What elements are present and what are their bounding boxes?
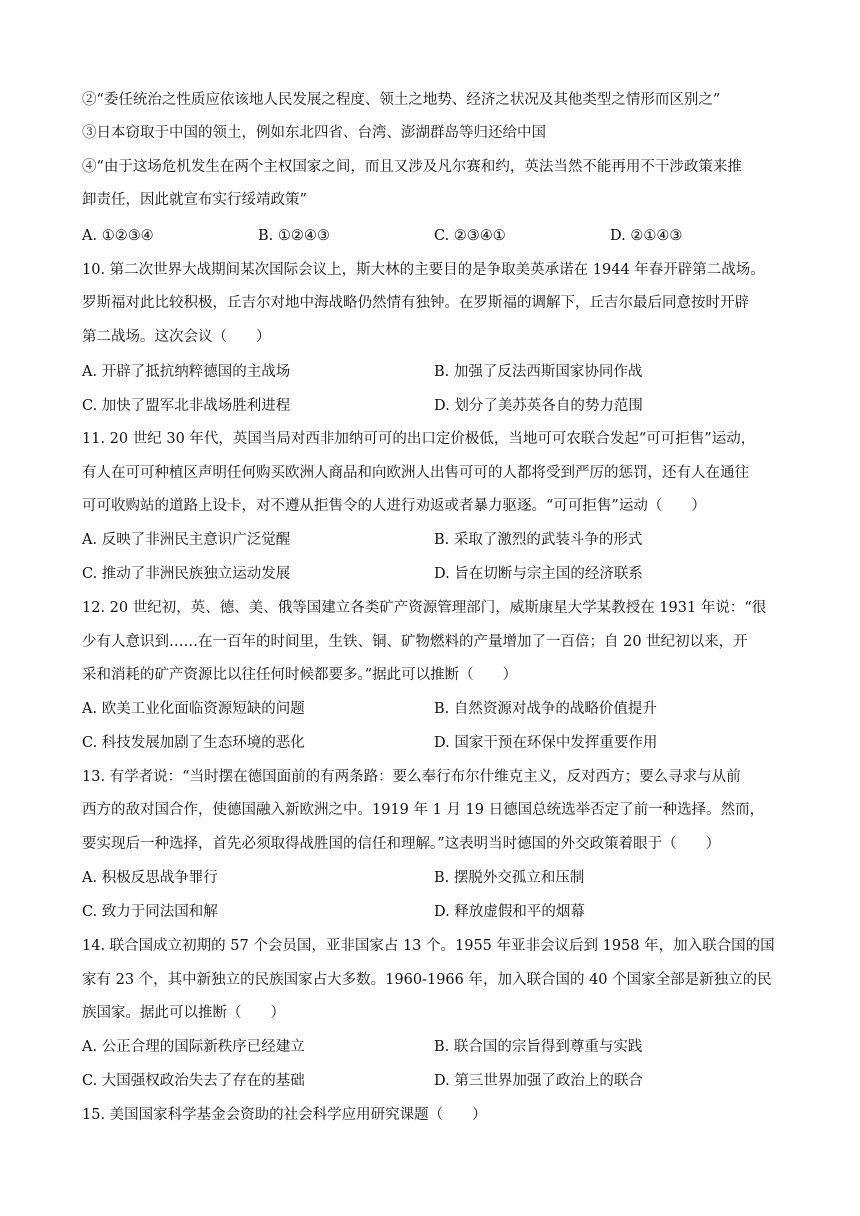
q11-stem-2: 有人在可可种植区声明任何购买欧洲人商品和向欧洲人出售可可的人都将受到严厉的惩罚，还有人在通往 xyxy=(82,465,749,481)
q9-option-c[interactable]: C. ②③④① xyxy=(434,228,506,244)
q13-option-c[interactable]: C. 致力于同法国和解 xyxy=(82,904,218,920)
q11-option-c[interactable]: C. 推动了非洲民族独立运动发展 xyxy=(82,566,291,582)
q9-item-4-cont: 卸责任，因此就宣布实行绥靖政策” xyxy=(82,192,307,208)
q13-stem-1: 13. 有学者说：“当时摆在德国面前的有两条路：要么奉行布尔什维克主义，反对西方；要么寻求与从前 xyxy=(82,769,741,785)
q14-option-d[interactable]: D. 第三世界加强了政治上的联合 xyxy=(434,1073,643,1089)
q11-option-b[interactable]: B. 采取了激烈的武装斗争的形式 xyxy=(434,532,643,548)
q12-option-d[interactable]: D. 国家干预在环保中发挥重要作用 xyxy=(434,735,658,751)
q12-stem-3: 采和消耗的矿产资源比以往任何时候都要多。”据此可以推断（ ） xyxy=(82,667,518,683)
q9-option-d[interactable]: D. ②①④③ xyxy=(610,228,683,244)
q10-stem-2: 罗斯福对此比较积极，丘吉尔对地中海战略仍然情有独钟。在罗斯福的调解下，丘吉尔最后同意按时开辟 xyxy=(82,295,749,311)
q9-option-a[interactable]: A. ①②③④ xyxy=(82,228,154,244)
q11-option-a[interactable]: A. 反映了非洲民主意识广泛觉醒 xyxy=(82,532,291,548)
q9-option-b[interactable]: B. ①②④③ xyxy=(258,228,330,244)
q15-stem-1: 15. 美国国家科学基金会资助的社会科学应用研究课题（ ） xyxy=(82,1107,487,1123)
q12-option-c[interactable]: C. 科技发展加剧了生态环境的恶化 xyxy=(82,735,305,751)
q10-option-c[interactable]: C. 加快了盟军北非战场胜利进程 xyxy=(82,398,291,414)
q14-stem-2: 家有 23 个，其中新独立的民族国家占大多数。1960-1966 年，加入联合国的 40 个国家全部是新独立的民 xyxy=(82,972,772,988)
q12-stem-2: 少有人意识到……在一百年的时间里，生铁、铜、矿物燃料的产量增加了一百倍；自 20 世纪初以来，开 xyxy=(82,634,748,650)
q10-option-d[interactable]: D. 划分了美苏英各自的势力范围 xyxy=(434,398,643,414)
q10-option-a[interactable]: A. 开辟了抵抗纳粹德国的主战场 xyxy=(82,364,291,380)
q9-item-2: ②“委任统治之性质应依该地人民发展之程度、领土之地势、经济之状况及其他类型之情形而区别之” xyxy=(82,92,721,108)
q10-stem-1: 10. 第二次世界大战期间某次国际会议上，斯大林的主要目的是争取美英承诺在 1944 年春开辟第二战场。 xyxy=(82,262,765,278)
q11-stem-1: 11. 20 世纪 30 年代，英国当局对西非加纳可可的出口定价极低，当地可可农联合发起“可可拒售”运动， xyxy=(82,431,756,447)
q13-option-d[interactable]: D. 释放虚假和平的烟幕 xyxy=(434,904,585,920)
q12-option-a[interactable]: A. 欧美工业化面临资源短缺的问题 xyxy=(82,701,305,717)
q14-stem-1: 14. 联合国成立初期的 57 个会员国，亚非国家占 13 个。1955 年亚非会议后到 1958 年，加入联合国的国 xyxy=(82,938,775,954)
q12-stem-1: 12. 20 世纪初，英、德、美、俄等国建立各类矿产资源管理部门，威斯康星大学某教授在 1931 年说：“很 xyxy=(82,600,767,616)
q13-option-a[interactable]: A. 积极反思战争罪行 xyxy=(82,870,218,886)
q13-option-b[interactable]: B. 摆脱外交孤立和压制 xyxy=(434,870,585,886)
q10-option-b[interactable]: B. 加强了反法西斯国家协同作战 xyxy=(434,364,643,380)
q14-option-a[interactable]: A. 公正合理的国际新秩序已经建立 xyxy=(82,1039,305,1055)
q14-option-c[interactable]: C. 大国强权政治失去了存在的基础 xyxy=(82,1073,305,1089)
q12-option-b[interactable]: B. 自然资源对战争的战略价值提升 xyxy=(434,701,657,717)
q9-item-4: ④“由于这场危机发生在两个主权国家之间，而且又涉及凡尔赛和约，英法当然不能再用不干涉政策来推 xyxy=(82,159,742,175)
q10-stem-3: 第二战场。这次会议（ ） xyxy=(82,329,271,345)
q13-stem-3: 要实现后一种选择，首先必须取得战胜国的信任和理解。”这表明当时德国的外交政策着眼于（ ） xyxy=(82,836,721,852)
q13-stem-2: 西方的敌对国合作，使德国融入新欧洲之中。1919 年 1 月 19 日德国总统选举否定了前一种选择。然而， xyxy=(82,802,765,818)
q9-item-3: ③日本窃取于中国的领土，例如东北四省、台湾、澎湖群岛等归还给中国 xyxy=(82,125,546,141)
q14-stem-3: 族国家。据此可以推断（ ） xyxy=(82,1005,285,1021)
q11-option-d[interactable]: D. 旨在切断与宗主国的经济联系 xyxy=(434,566,643,582)
q11-stem-3: 可可收购站的道路上设卡，对不遵从拒售令的人进行劝返或者暴力驱逐。“可可拒售”运动（ ） xyxy=(82,498,706,514)
q14-option-b[interactable]: B. 联合国的宗旨得到尊重与实践 xyxy=(434,1039,643,1055)
